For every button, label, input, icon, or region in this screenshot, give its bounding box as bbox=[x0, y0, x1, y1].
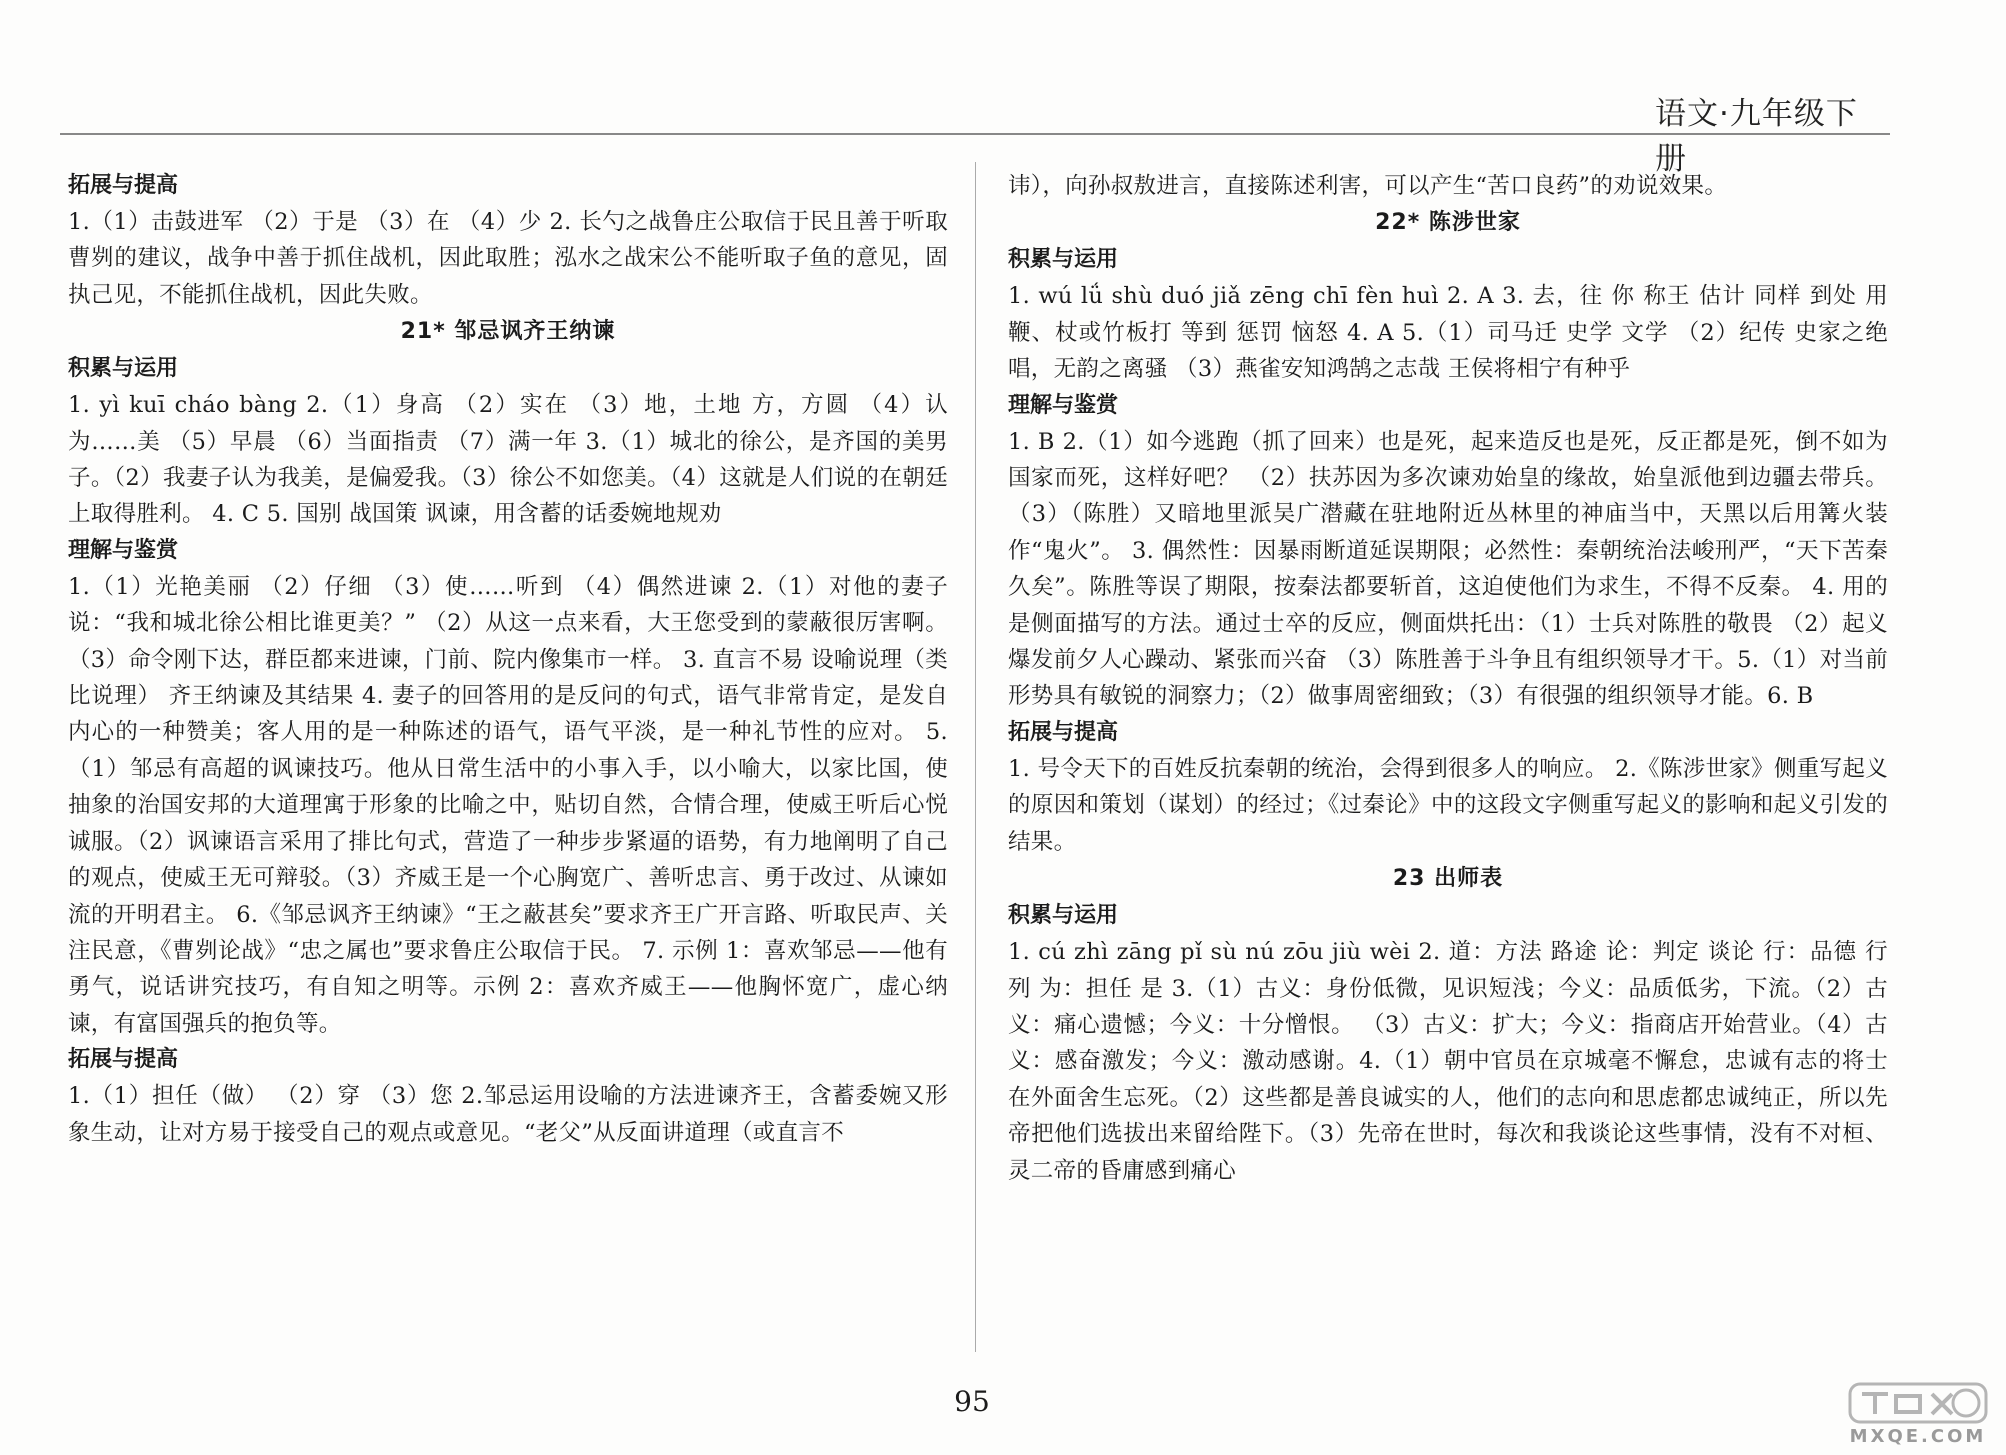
answer-paragraph: 讳），向孙叔敖进言，直接陈述利害，可以产生“苦口良药”的劝说效果。 bbox=[1008, 173, 1728, 199]
answer-paragraph: 1. yì kuī cháo bàng 2.（1）身高 （2）实在 （3）地，土地 方，方圆 （4）认为……美 （5）早晨 （6）当面指责 （7）满一年 3.（1）城北的徐公，是齐国的美男子。（2）我妻子认为我美，是偏爱我。（3）徐公不如您美。（4）这就是人们说的在朝廷上取得胜利。 4. C 5. 国别 战国策 讽谏，用含蓄的话委婉地规劝 bbox=[68, 392, 948, 528]
answer-paragraph: 1.（1）担任（做） （2）穿 （3）您 2.邹忌运用设喻的方法进谏齐王，含蓄委婉又形象生动，让对方易于接受自己的观点或意见。“老父”从反面讲道理（或直言不 bbox=[68, 1083, 948, 1146]
chapter-title: 23 出师表 bbox=[1392, 866, 1504, 892]
left-column bbox=[68, 168, 948, 1151]
chapter-title: 21* 邹忌讽齐王纳谏 bbox=[400, 319, 616, 345]
answer-paragraph: 1.（1）击鼓进军 （2）于是 （3）在 （4）少 2. 长勺之战鲁庄公取信于民且善于听取曹刿的建议，战争中善于抓住战机，因此取胜；泓水之战宋公不能听取子鱼的意见，固执己见，不能抓住战机，因此失败。 bbox=[68, 209, 948, 308]
section-heading: 积累与运用 bbox=[1008, 247, 1119, 273]
section-heading: 积累与运用 bbox=[68, 356, 179, 382]
column-divider bbox=[975, 162, 976, 1352]
section-heading: 积累与运用 bbox=[1008, 903, 1119, 929]
page-number: 95 bbox=[954, 1385, 990, 1418]
section-heading: 拓展与提高 bbox=[68, 1047, 179, 1073]
watermark-logo-icon bbox=[1848, 1380, 1988, 1426]
watermark bbox=[1838, 1380, 1998, 1450]
section-heading: 理解与鉴赏 bbox=[68, 537, 179, 563]
running-head-title: 语文·九年级下册 bbox=[1655, 96, 1858, 177]
answer-paragraph: 1. wú lǘ shù duó jiǎ zēng chī fèn huì 2. A 3. 去，往 你 称王 估计 同样 到处 用鞭、杖或竹板打 等到 惩罚 恼怒 4. A 5.（1）司马迁 史学 文学 （2）纪传 史家之绝唱，无韵之离骚 （3）燕雀安知鸿鹄之志哉 王侯将相宁有种乎 bbox=[1008, 283, 1888, 383]
answer-paragraph: 1. B 2.（1）如今逃跑（抓了回来）也是死，起来造反也是死，反正都是死，倒不如为国家而死，这样好吧？ （2）扶苏因为多次谏劝始皇的缘故，始皇派他到边疆去带兵。（3）（陈胜）又暗地里派吴广潜藏在驻地附近丛林里的神庙当中，天黑以后用篝火装作“鬼火”。 3. 偶然性：因暴雨断道延误期限；必然性：秦朝统治法峻刑严，“天下苦秦久矣”。陈胜等误了期限，按秦法都要斩首，这迫使他们为求生，不得不反秦。 4. 用的是侧面描写的方法。通过士卒的反应，侧面烘托出：（1）士兵对陈胜的敬畏 （2）起义爆发前夕人心躁动、紧张而兴奋 （3）陈胜善于斗争且有组织领导才干。5.（1）对当前形势具有敏锐的洞察力；（2）做事周密细致；（3）有很强的组织领导才能。6. B bbox=[1008, 428, 1888, 710]
section-heading: 拓展与提高 bbox=[68, 173, 179, 198]
header-rule bbox=[60, 133, 1890, 135]
watermark-site-text: MXQE.COM bbox=[1849, 1426, 1987, 1447]
right-column bbox=[1008, 168, 1888, 1189]
chapter-title: 22* 陈涉世家 bbox=[1375, 210, 1521, 236]
answer-paragraph: 1. 号令天下的百姓反抗秦朝的统治，会得到很多人的响应。 2.《陈涉世家》侧重写起义的原因和策划（谋划）的经过；《过秦论》中的这段文字侧重写起义的影响和起义引发的结果。 bbox=[1008, 755, 1888, 855]
section-heading: 理解与鉴赏 bbox=[1008, 392, 1119, 418]
section-heading: 拓展与提高 bbox=[1008, 719, 1119, 745]
answer-paragraph: 1.（1）光艳美丽 （2）仔细 （3）使……听到 （4）偶然进谏 2.（1）对他的妻子说：“我和城北徐公相比谁更美？” （2）从这一点来看，大王您受到的蒙蔽很厉害啊。（3）命令刚下达，群臣都来进谏，门前、院内像集市一样。 3. 直言不易 设喻说理（类比说理） 齐王纳谏及其结果 4. 妻子的回答用的是反问的句式，语气非常肯定，是发自内心的一种赞美；客人用的是一种陈述的语气，语气平淡，是一种礼节性的应对。 5.（1）邹忌有高超的讽谏技巧。他从日常生活中的小事入手，以小喻大，以家比国，使抽象的治国安邦的大道理寓于形象的比喻之中，贴切自然，合情合理，使威王听后心悦诚服。（2）讽谏语言采用了排比句式，营造了一种步步紧逼的语势，有力地阐明了自己的观点，使威王无可辩驳。（3）齐威王是一个心胸宽广、善听忠言、勇于改过、从谏如流的开明君主。 6.《邹忌讽齐王纳谏》“王之蔽甚矣”要求齐王广开言路、听取民声、关注民意，《曹刿论战》“忠之属也”要求鲁庄公取信于民。 7. 示例 1：喜欢邹忌——他有勇气，说话讲究技巧，有自知之明等。示例 2：喜欢齐威王——他胸怀宽广，虚心纳谏，有富国强兵的抱负等。 bbox=[68, 573, 948, 1037]
answer-paragraph: 1. cú zhì zāng pǐ sù nú zōu jiù wèi 2. 道：方法 路途 论：判定 谈论 行：品德 行列 为：担任 是 3.（1）古义：身份低微，见识短浅；今义：品质低劣，下流。（2）古义：痛心遗憾；今义：十分憎恨。 （3）古义：扩大；今义：指商店开始营业。（4）古义：感奋激发；今义：激动感谢。4.（1）朝中官员在京城毫不懈怠，忠诚有志的将士在外面舍生忘死。（2）这些都是善良诚实的人，他们的志向和思虑都忠诚纯正，所以先帝把他们选拔出来留给陛下。（3）先帝在世时，每次和我谈论这些事情，没有不对桓、灵二帝的昏庸感到痛心 bbox=[1008, 939, 1888, 1184]
